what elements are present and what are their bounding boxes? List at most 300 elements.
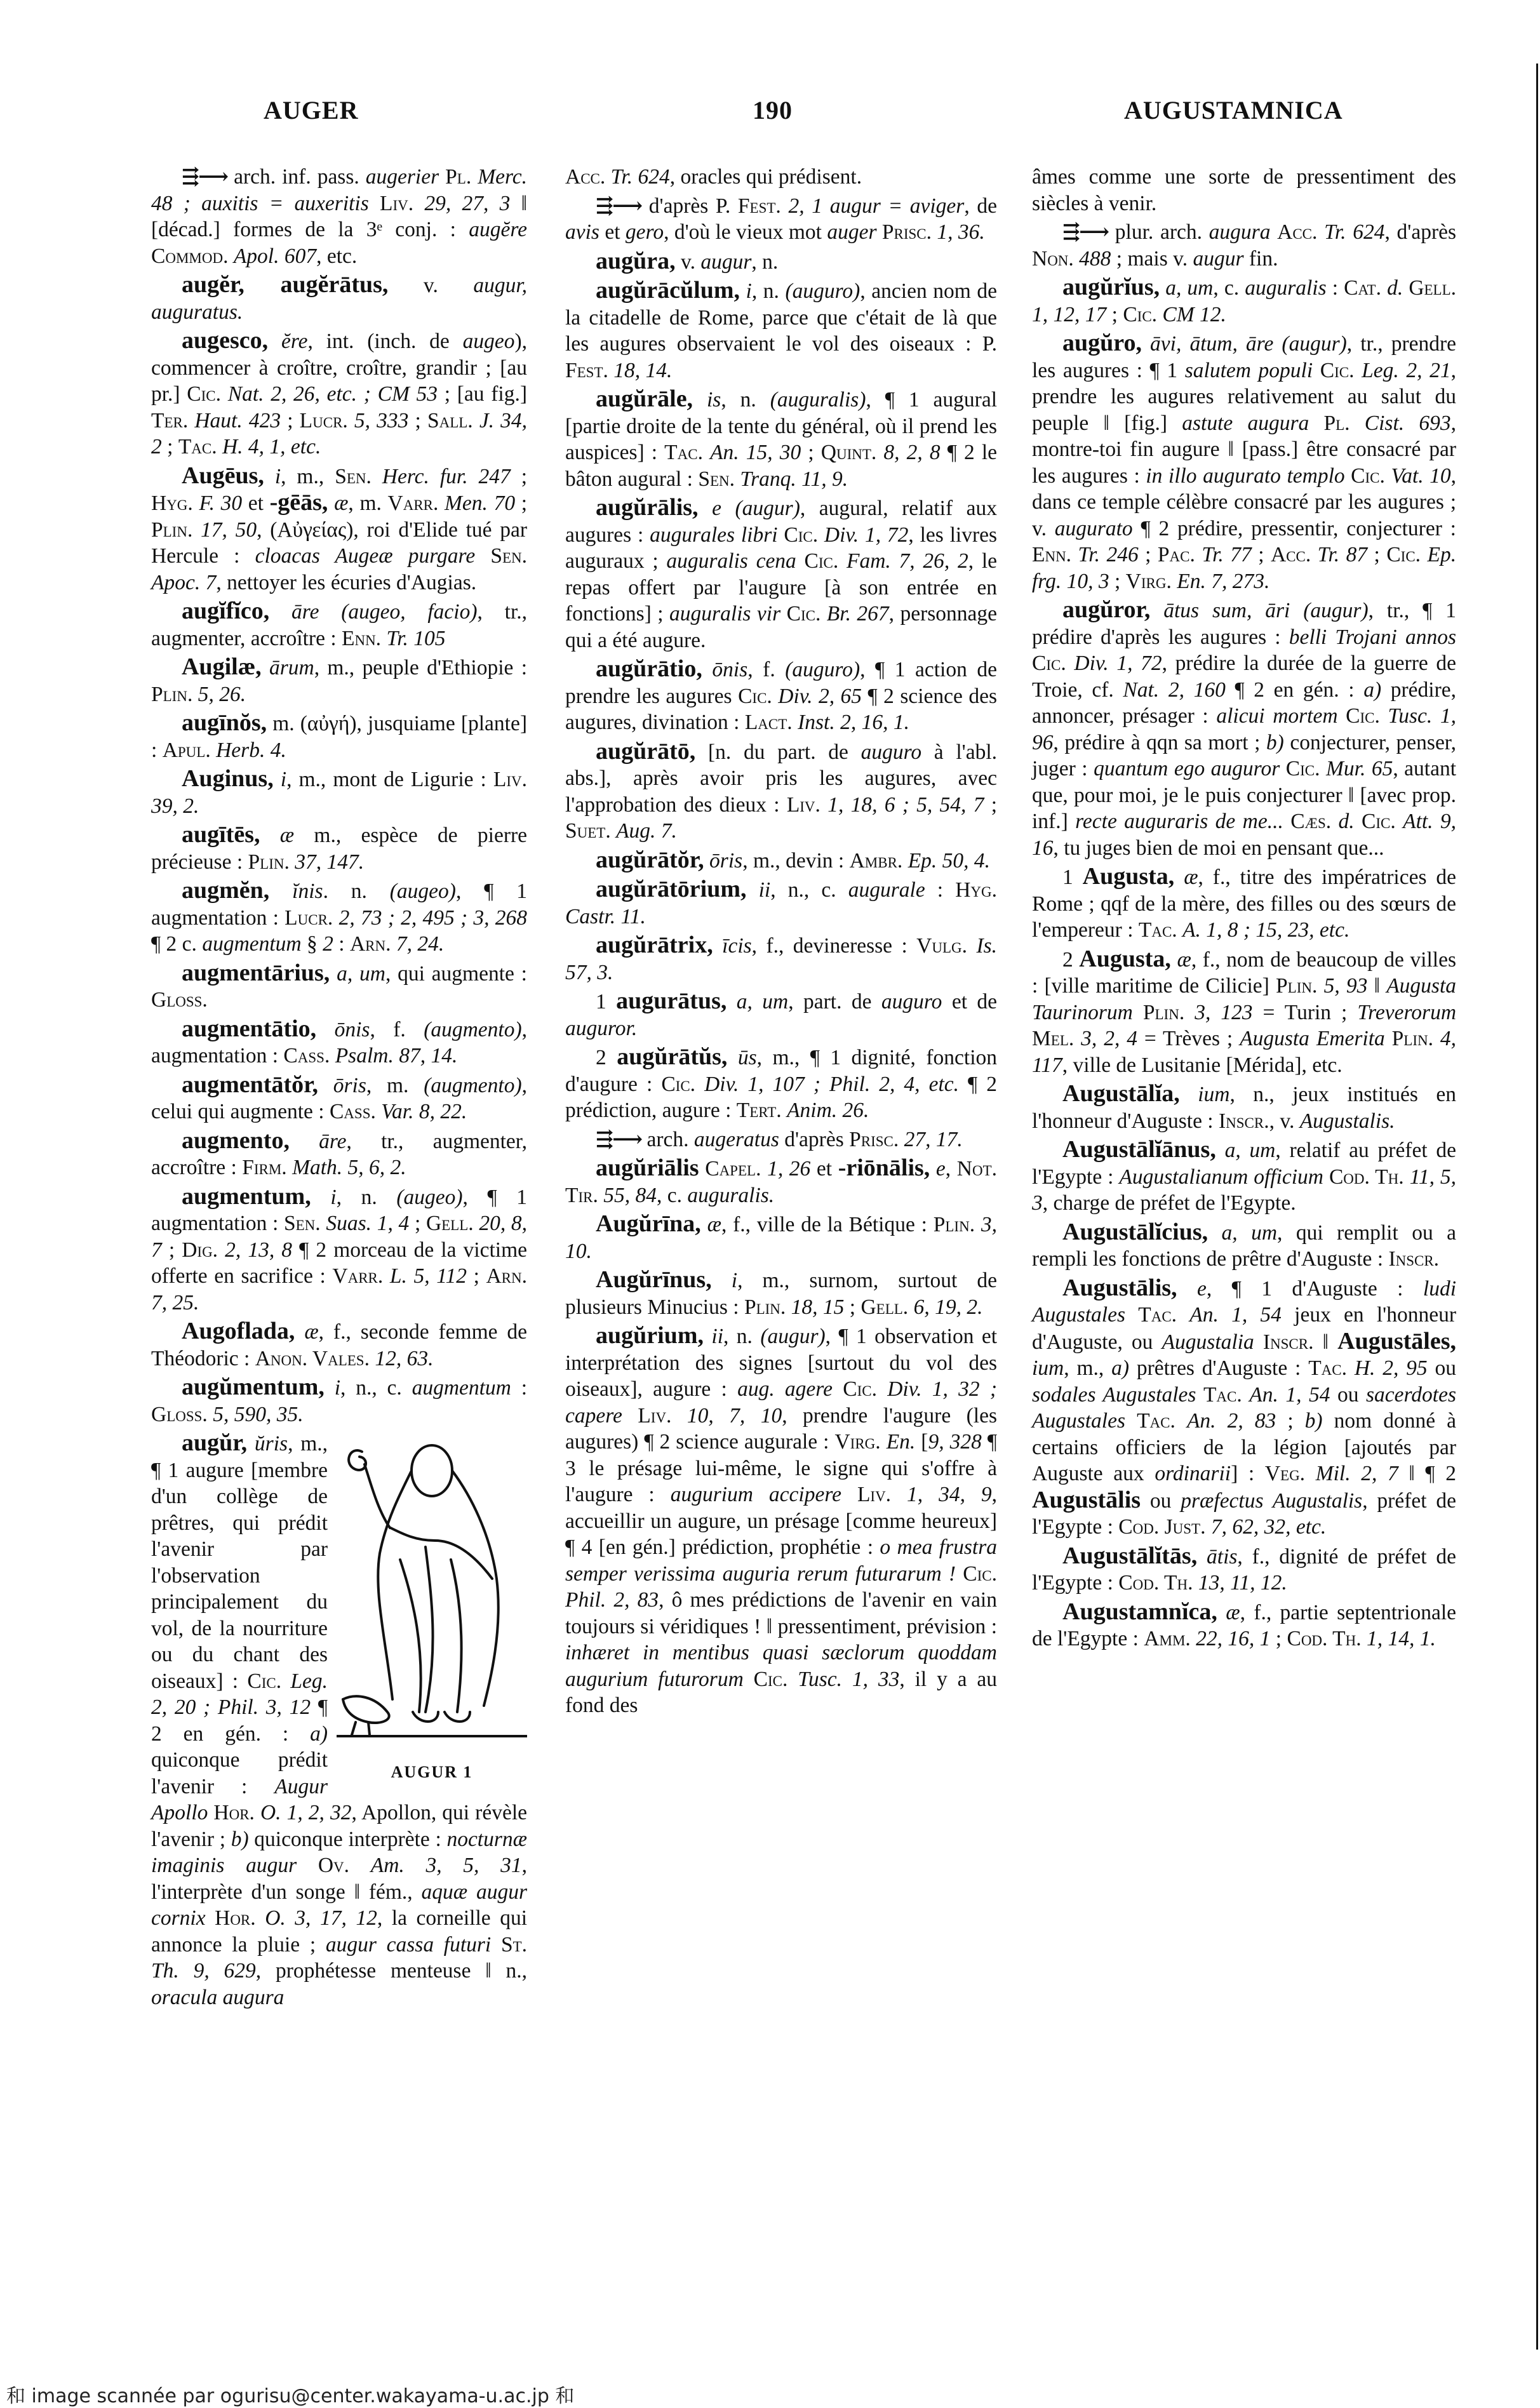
entry-text <box>281 1669 290 1693</box>
author-abbrev: Veg. <box>1264 1462 1306 1485</box>
author-abbrev: Cic. <box>1362 810 1396 833</box>
author-abbrev: Capel. <box>705 1157 761 1181</box>
entry-text <box>188 409 194 432</box>
headword: Augŭrīna, <box>596 1210 701 1237</box>
italic-text: augeratus <box>693 1127 779 1151</box>
entry-text: d'après <box>779 1127 850 1151</box>
italic-text: ii <box>711 1325 724 1348</box>
headword: Augoflada, <box>182 1318 295 1344</box>
entry-text <box>1421 543 1427 566</box>
italic-text: ārum <box>269 656 314 679</box>
entry-text: ; <box>1109 569 1126 593</box>
author-abbrev: Hor. <box>213 1801 255 1824</box>
entry-text: âmes comme une sorte de pressentiment des siècles à venir. <box>1032 165 1456 215</box>
entry-text <box>290 850 295 874</box>
entry-text <box>268 330 281 353</box>
entry-text: : <box>925 878 956 902</box>
italic-text: ium <box>1032 1356 1064 1380</box>
italic-text: 5, 590, 35. <box>213 1402 304 1426</box>
author-abbrev: Cod. Th. <box>1329 1165 1404 1189</box>
italic-text: æ <box>279 824 295 847</box>
entry-text: , celui qui augmente : <box>151 1073 527 1123</box>
entry-text: , n. <box>751 250 779 274</box>
dictionary-entry <box>1032 1137 1456 1217</box>
entry-text: , part. de <box>788 990 881 1013</box>
italic-text: 39, 2. <box>151 794 199 818</box>
entry-text <box>1142 332 1150 356</box>
entry-text: ; <box>1138 543 1158 566</box>
entry-text: , f., ville de la Bétique : <box>721 1213 934 1236</box>
augur-figure <box>337 1433 527 1788</box>
entry-text <box>264 465 275 488</box>
entry-text: , tu juges bien de moi en pensant que... <box>1053 836 1384 860</box>
entry-text: ou <box>1141 1488 1181 1513</box>
entry-text <box>1355 359 1362 382</box>
italic-text: b) <box>1266 730 1284 754</box>
entry-text: v. <box>388 274 474 297</box>
author-abbrev: Cæs. <box>1290 810 1332 833</box>
entry-text <box>727 1046 737 1069</box>
author-abbrev: Sall. <box>427 408 473 432</box>
entry-text <box>930 1157 936 1181</box>
author-abbrev: Lucr. <box>285 906 333 930</box>
italic-text: b) <box>1304 1409 1323 1433</box>
entry-text: ; <box>510 464 528 488</box>
entry-text <box>598 1184 603 1207</box>
author-abbrev: Lucr. <box>299 408 348 432</box>
entry-text: = Turin ; <box>1252 1000 1358 1024</box>
author-abbrev: Tac. <box>664 441 703 464</box>
entry-text: ‖ [décad.] formes de la 3ᵉ conj. : <box>151 191 528 241</box>
entry-text: , charge de préfet de l'Egypte. <box>1042 1191 1296 1215</box>
entry-text <box>726 990 736 1013</box>
entry-text <box>820 793 827 817</box>
entry-text <box>316 1018 334 1041</box>
italic-text: (augeo) <box>389 880 456 903</box>
italic-text: 5, 93 <box>1323 974 1368 998</box>
headword: augmĕn, <box>182 877 270 904</box>
author-abbrev: Tert. <box>736 1099 782 1122</box>
entry-text <box>1254 1330 1263 1354</box>
entry-text <box>1345 464 1351 488</box>
entry-text: , m., <box>1064 1356 1112 1380</box>
italic-text: augmentum <box>202 932 302 956</box>
entry-text: , c. <box>656 1183 688 1207</box>
entry-text <box>747 878 759 902</box>
entry-text: ; <box>466 1264 486 1288</box>
entry-text: , dans ce temple célèbre consacré par les augures ; v. <box>1032 464 1457 540</box>
dictionary-entry <box>565 1155 997 1208</box>
headword: augŭr, <box>182 1429 248 1456</box>
author-abbrev: Cic. <box>753 1667 788 1691</box>
entry-text <box>1217 1601 1226 1624</box>
italic-text: 7, 25. <box>151 1290 199 1314</box>
author-abbrev: Pl. <box>445 165 472 189</box>
italic-text: 1, 14, 1. <box>1367 1627 1436 1650</box>
entry-text: , n. <box>751 279 786 303</box>
entry-text: , montre-toi fin augure ‖ [pass.] être consacré par les augures : <box>1032 411 1456 488</box>
author-abbrev: Gell. <box>860 1295 909 1319</box>
author-abbrev: Suet. <box>565 819 611 843</box>
entry-text: ‖ <box>1367 974 1387 998</box>
author-abbrev: Cic. <box>1285 757 1320 780</box>
entry-text <box>1184 1001 1195 1024</box>
italic-text: Div. 1, 72 <box>824 523 909 547</box>
entry-text <box>1270 220 1277 244</box>
entry-text: prêtres d'Auguste : <box>1129 1356 1309 1380</box>
entry-text <box>287 1156 292 1179</box>
entry-text <box>781 194 789 218</box>
entry-text: [n. du part. de <box>695 740 861 764</box>
dictionary-entry <box>1032 864 1456 944</box>
italic-text: gero <box>625 220 664 244</box>
headword: augītēs, <box>182 821 260 848</box>
entry-text: , (Αὐγείας), roi d'Elide tué par Hercule : <box>151 518 527 568</box>
italic-text: Tr. 87 <box>1317 543 1368 566</box>
dictionary-entry <box>565 1127 997 1153</box>
headword: augurātus, <box>616 987 727 1014</box>
italic-text: augur <box>1193 246 1244 271</box>
entry-text: , l'interprète d'un songe ‖ fém., <box>151 1854 527 1904</box>
entry-text <box>778 523 784 547</box>
italic-text: e (augur) <box>712 497 800 520</box>
entry-text <box>383 1264 390 1288</box>
entry-text: ; <box>515 492 528 515</box>
author-abbrev: Cic. <box>661 1072 696 1096</box>
column-2 <box>565 164 997 1722</box>
italic-text: auguro <box>860 740 922 764</box>
author-abbrev: Cass. <box>329 1100 376 1123</box>
italic-text: Phil. 2, 83 <box>565 1588 659 1612</box>
entry-text: ; <box>1106 302 1123 326</box>
italic-text: augeo <box>462 330 515 353</box>
headword: augŭrātō, <box>596 737 696 765</box>
italic-text: astute augura <box>1182 411 1309 435</box>
italic-text: oracula augura <box>151 1985 285 2009</box>
author-abbrev: Plin. <box>248 850 290 874</box>
headword: Augustālĭānus, <box>1062 1136 1216 1163</box>
headword: Augustālis <box>1032 1486 1141 1513</box>
column-3 <box>1032 164 1456 1655</box>
dictionary-entry <box>565 278 997 384</box>
entry-text <box>1305 1462 1316 1485</box>
italic-text: augura <box>1209 220 1271 244</box>
italic-text: Tranq. 11, 9. <box>740 467 848 491</box>
entry-text <box>1311 543 1317 566</box>
italic-text: Mil. 2, 7 <box>1315 1462 1398 1485</box>
headword: Augustāles, <box>1337 1327 1457 1354</box>
italic-text: augurales libri <box>650 523 778 547</box>
entry-text: , m., ¶ 1 augure [membre d'un collège de prêtres, qui prédit l'avenir par l'observation principalement du vol, de la nourriture ou du chant des oiseaux] : <box>151 1432 328 1693</box>
italic-text: Castr. 11. <box>565 904 646 928</box>
entry-text: , f. <box>747 658 786 681</box>
entry-text <box>391 932 396 956</box>
entry-text: , n. <box>721 388 770 411</box>
italic-text: 20, 8, 7 <box>151 1212 528 1262</box>
italic-text: augur cassa futuri <box>325 1932 492 1956</box>
entry-text <box>1317 220 1324 244</box>
entry-text: nom donné à certains officiers de la légion [ajoutés par Auguste aux <box>1032 1409 1457 1485</box>
entry-text: , m., mont de Ligurie : <box>286 768 493 791</box>
entry-text: , il y a au fond des <box>565 1667 997 1717</box>
dictionary-entry <box>1032 1081 1456 1134</box>
italic-text: auguralis <box>1245 276 1327 300</box>
entry-text <box>786 1295 791 1319</box>
italic-text: e <box>935 1157 946 1181</box>
augur-illustration-icon <box>337 1433 527 1756</box>
italic-text: (auguralis) <box>770 388 866 411</box>
italic-text: 18, 14. <box>613 358 673 382</box>
author-abbrev: Pac. <box>1157 543 1195 566</box>
entry-text: ¶ 3 le présage lui-même, le signe qui s'offre à l'augure : <box>565 1430 998 1506</box>
italic-text: d. <box>1387 276 1403 300</box>
author-abbrev: Inscr. <box>1219 1109 1269 1133</box>
italic-text: aquæ augur cornix <box>151 1880 527 1930</box>
entry-text: et <box>242 492 270 515</box>
italic-text: 3, 10. <box>565 1213 998 1263</box>
entry-text <box>740 279 746 303</box>
headword: -riōnālis, <box>838 1154 930 1181</box>
entry-text <box>1180 1083 1198 1106</box>
author-abbrev: Plin. <box>1142 1000 1185 1024</box>
entry-text: arch. inf. pass. <box>227 165 366 189</box>
author-abbrev: Anon. Vales. <box>255 1346 370 1370</box>
dictionary-entry <box>1032 946 1456 1079</box>
italic-text: Ep. frg. 10, 3 <box>1032 543 1457 593</box>
italic-text: (augeo) <box>396 1185 463 1209</box>
dictionary-entry <box>151 1318 527 1372</box>
entry-text: m. (αὐγή), jusquiame [plante] : <box>151 712 527 762</box>
entry-text <box>671 1404 686 1428</box>
entry-text <box>247 1432 255 1455</box>
entry-text: , prédire la durée de la guerre de Troie, cf. <box>1032 652 1457 702</box>
dictionary-entry <box>151 328 527 460</box>
entry-text: d'après P. <box>641 194 738 218</box>
entry-text <box>256 1906 265 1930</box>
entry-text: , tr., ¶ 1 prédire d'après les augures : <box>1032 599 1456 649</box>
entry-text <box>1385 464 1391 488</box>
entry-text <box>1355 810 1362 833</box>
italic-text: præfectus Augustalis <box>1181 1488 1363 1513</box>
italic-text: Math. 5, 6, 2. <box>292 1156 406 1179</box>
italic-text: 22, 16, 1 <box>1196 1627 1271 1650</box>
author-abbrev: Vulg. <box>916 934 968 958</box>
italic-text: ii <box>758 878 771 902</box>
italic-text: a, um <box>1165 276 1214 300</box>
dictionary-entry <box>151 1128 527 1181</box>
italic-text: nocturnæ imaginis augur <box>151 1827 527 1877</box>
entry-text: , v. <box>1269 1109 1300 1133</box>
italic-text: Haut. 423 <box>194 408 281 432</box>
italic-text: L. 5, 112 <box>389 1264 467 1288</box>
italic-text: 1, 34, 9 <box>907 1483 992 1506</box>
italic-text: 18, 15 <box>791 1295 845 1319</box>
entry-text <box>260 824 280 847</box>
italic-text: auguralis vir <box>669 602 781 625</box>
dictionary-entry <box>151 766 527 819</box>
italic-text: auguror. <box>565 1016 638 1040</box>
author-abbrev: Liv. <box>786 793 820 817</box>
italic-text: 4, 117 <box>1032 1027 1457 1077</box>
italic-text: 5, 333 <box>354 408 409 432</box>
italic-text: sodales Augustales <box>1032 1382 1196 1407</box>
italic-text: Tr. 624 <box>610 165 670 189</box>
italic-text: Tusc. 1, 33 <box>798 1667 900 1691</box>
entry-text <box>491 1933 501 1956</box>
author-abbrev: Enn. <box>342 626 382 650</box>
author-abbrev: Tac. <box>1137 1409 1175 1433</box>
author-abbrev: Apul. <box>162 738 211 762</box>
entry-text: 2 <box>596 1046 617 1069</box>
italic-text: Am. 3, 5, 31 <box>370 1854 522 1877</box>
italic-text: æ <box>1226 1600 1240 1624</box>
entry-text <box>1347 1356 1355 1380</box>
dictionary-entry <box>565 932 997 986</box>
italic-text: o mea frustra semper verissima auguria rerum futurarum ! <box>565 1535 997 1586</box>
author-abbrev: Plin. <box>151 682 193 706</box>
author-abbrev: Mel. <box>1032 1027 1075 1050</box>
dictionary-entry <box>1032 219 1456 272</box>
entry-text: ; <box>844 1295 861 1319</box>
italic-text: 10, 7, 10 <box>686 1403 782 1428</box>
entry-text <box>877 1377 887 1401</box>
italic-text: ātis <box>1207 1544 1238 1569</box>
author-abbrev: Prisc. <box>849 1127 899 1151</box>
entry-text <box>372 465 382 488</box>
entry-text <box>902 849 907 873</box>
author-abbrev: Prisc. <box>881 220 932 244</box>
italic-text: Is. 57, 3. <box>565 934 998 984</box>
headword: augŭra, <box>596 247 676 274</box>
headword: augŭrālis, <box>596 494 699 521</box>
entry-text <box>1403 276 1409 300</box>
italic-text: æ <box>304 1320 319 1344</box>
italic-text: Nat. 2, 160 <box>1123 678 1226 702</box>
italic-text: O. 3, 17, 12 <box>265 1906 377 1930</box>
dictionary-entry <box>565 495 997 653</box>
headword: augīnŏs, <box>182 709 267 736</box>
entry-text: , f., nom de beaucoup de villes : [ville maritime de Cilicie] <box>1032 947 1457 998</box>
entry-text: , la corneille qui annonce la pluie ; <box>151 1906 527 1956</box>
italic-text: belli Trojani annos <box>1289 625 1456 649</box>
italic-text: 29, 27, 3 <box>424 191 511 215</box>
entry-text: , qui remplit ou a rempli les fonctions de prêtre d'Auguste : <box>1032 1221 1456 1271</box>
italic-text: 6, 19, 2. <box>913 1295 983 1319</box>
entry-text: fin. <box>1243 246 1278 271</box>
entry-text <box>1193 1571 1198 1595</box>
author-abbrev: Hyg. <box>955 878 998 902</box>
italic-text: An. 15, 30 <box>710 441 801 464</box>
entry-text: ; <box>281 408 300 432</box>
author-abbrev: Liv. <box>638 1403 672 1428</box>
italic-text: Tr. 77 <box>1202 543 1252 566</box>
headword: augmentārius, <box>182 959 330 986</box>
entry-text: [ <box>915 1430 928 1454</box>
author-abbrev: Cic. <box>1386 543 1421 566</box>
italic-text: Augustalianum officium <box>1119 1165 1323 1189</box>
entry-text <box>703 441 710 464</box>
italic-text: augur <box>700 250 752 274</box>
italic-text: is <box>707 388 721 411</box>
entry-text <box>1160 276 1165 300</box>
headword: augesco, <box>182 327 269 354</box>
entry-text: prédire, annoncer, présager : <box>1032 678 1456 728</box>
italic-text: æ <box>1184 866 1198 889</box>
entry-text: , les livres auguraux ; <box>565 523 998 573</box>
italic-text: 9, 328 <box>928 1430 982 1454</box>
italic-text: Fam. 7, 26, 2 <box>847 549 968 573</box>
entry-text <box>1195 543 1202 566</box>
italic-text: Augusta Emerita <box>1240 1027 1385 1050</box>
entry-text: , f., titre des impératrices de Rome ; qqf de la mère, des filles ou des sœurs de l'empereur : <box>1032 866 1457 942</box>
author-abbrev: Fest. <box>737 194 781 218</box>
italic-text: īcis <box>722 934 752 958</box>
entry-text <box>881 1430 887 1454</box>
author-abbrev: Varr. <box>387 492 439 515</box>
entry-text <box>269 880 292 903</box>
author-abbrev: Pl. <box>1323 411 1350 435</box>
dictionary-entry <box>1032 1599 1456 1652</box>
dictionary-entry <box>565 386 997 492</box>
entry-text: , f., dignité de préfet de l'Egypte : <box>1032 1544 1457 1595</box>
italic-text: i <box>274 464 281 488</box>
entry-text <box>1313 359 1320 382</box>
author-abbrev: Commod. <box>151 244 229 268</box>
entry-text: , prendre l'augure (les augures) ¶ 2 science augurale : <box>565 1403 997 1454</box>
entry-text <box>967 934 976 958</box>
entry-text: ; mais v. <box>1111 246 1193 271</box>
author-abbrev: Cass. <box>283 1044 330 1067</box>
dictionary-entry <box>1032 274 1456 328</box>
italic-text: Suas. 1, 4 <box>326 1212 410 1235</box>
entry-text <box>772 685 778 708</box>
lituus-staff <box>349 1450 366 1470</box>
entry-text <box>699 1157 706 1181</box>
headword: augŭrium, <box>596 1322 704 1349</box>
entry-text: ; <box>161 1238 182 1262</box>
dictionary-entry <box>151 1072 527 1125</box>
italic-text: 2, 1 augur = aviger <box>788 194 965 218</box>
italic-text: 1, 18, 6 ; 5, 54, 7 <box>827 793 984 817</box>
headword: Augēus, <box>182 462 264 489</box>
entry-text: , m., devin : <box>742 848 850 873</box>
author-abbrev: Cic. <box>1032 652 1066 675</box>
author-abbrev: Cic. <box>1346 704 1380 728</box>
entry-text: , tr., augmenter, accroître : <box>151 1129 527 1179</box>
italic-text: a, um <box>1221 1221 1278 1245</box>
author-abbrev: Ov. <box>318 1854 350 1877</box>
italic-text: a, um <box>736 990 789 1013</box>
author-abbrev: Virg. <box>834 1430 881 1454</box>
italic-text: Men. 70 <box>445 492 516 515</box>
entry-text <box>1396 810 1403 833</box>
entry-text: jeux en l'honneur d'Auguste, ou <box>1032 1303 1456 1354</box>
italic-text: 37, 147. <box>295 850 365 874</box>
italic-text: (auguro) <box>785 279 860 303</box>
entry-text: , de <box>964 194 998 218</box>
italic-text: Augustalia <box>1162 1330 1254 1354</box>
headword: augmentum, <box>182 1182 311 1210</box>
entry-text: quiconque prédit l'avenir : <box>151 1748 328 1798</box>
author-abbrev: Ambr. <box>849 848 903 873</box>
author-abbrev: Tac. <box>178 435 217 458</box>
entry-text <box>318 1074 333 1097</box>
entry-text <box>413 192 424 215</box>
scan-credit-footer: 和 image scannée par ogurisu@center.wakayama-u.ac.jp 和 <box>6 2385 575 2407</box>
author-abbrev: Acc. <box>1277 220 1318 244</box>
column-1 <box>151 164 527 2013</box>
entry-text: = Trèves ; <box>1137 1027 1240 1050</box>
